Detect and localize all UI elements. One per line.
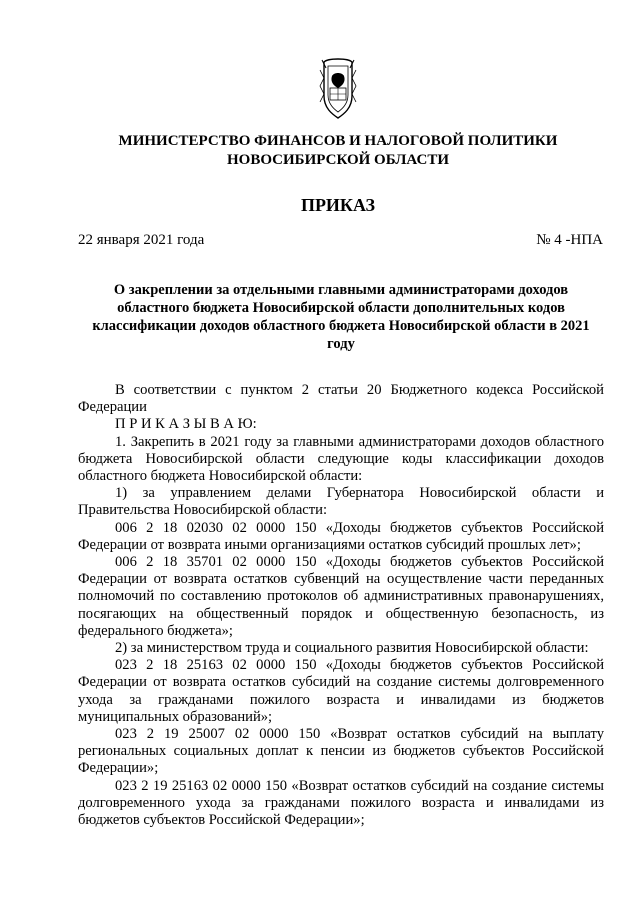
document-subject: О закреплении за отдельными главными администраторами доходов областного бюджета Новосибирской области дополнительных кодов классификации доходов областного бюджета Новосибирской области в 2021 году xyxy=(92,282,590,352)
document-number: № 4 -НПА xyxy=(536,232,603,248)
body-paragraph: 023 2 19 25007 02 0000 150 «Возврат остатков субсидий на выплату региональных социальных доплат к пенсии из бюджетов субъектов Российской Федерации»; xyxy=(78,726,604,777)
body-paragraph: 1) за управлением делами Губернатора Новосибирской области и Правительства Новосибирской области: xyxy=(78,485,604,519)
body-paragraph: 023 2 19 25163 02 0000 150 «Возврат остатков субсидий на создание системы долговременного ухода за гражданами пожилого возраста и инвалидами из бюджетов субъектов Российской Федерации»; xyxy=(78,777,604,829)
ministry-line-2: НОВОСИБИРСКОЙ ОБЛАСТИ xyxy=(226,152,450,168)
body-paragraph: 023 2 18 25163 02 0000 150 «Доходы бюджетов субъектов Российской Федерации от возврата остатков субсидий на создание системы долговременного ухода за гражданами пожилого возраста и инвалидами из бюджетов муниципальных образований»; xyxy=(78,657,604,725)
document-date: 22 января 2021 года xyxy=(78,232,205,248)
body-paragraph: В соответствии с пунктом 2 статьи 20 Бюджетного кодекса Российской Федерации xyxy=(78,382,604,416)
ministry-line-1: МИНИСТЕРСТВО ФИНАНСОВ И НАЛОГОВОЙ ПОЛИТИКИ xyxy=(118,133,558,149)
body-paragraph: П Р И К А З Ы В А Ю: xyxy=(115,416,257,433)
body-paragraph: 2) за министерством труда и социального развития Новосибирской области: xyxy=(115,640,589,657)
coat-of-arms-icon xyxy=(318,58,358,120)
body-paragraph: 1. Закрепить в 2021 году за главными администраторами доходов областного бюджета Новосибирской области следующие коды классификации доходов областного бюджета Новосибирской области: xyxy=(78,433,604,485)
body-paragraph: 006 2 18 35701 02 0000 150 «Доходы бюджетов субъектов Российской Федерации от возврата остатков субвенций на осуществление части переданных полномочий по составлению протоколов об административных правонарушениях, посягающих на общественный порядок и общественную безопасность, из федерального бюджета»; xyxy=(78,554,604,639)
ministry-header xyxy=(0,132,640,170)
document-title: ПРИКАЗ xyxy=(300,195,376,215)
body-paragraph: 006 2 18 02030 02 0000 150 «Доходы бюджетов субъектов Российской Федерации от возврата иными организациями остатков субсидий прошлых лет»; xyxy=(78,519,604,553)
document-body xyxy=(78,382,604,829)
